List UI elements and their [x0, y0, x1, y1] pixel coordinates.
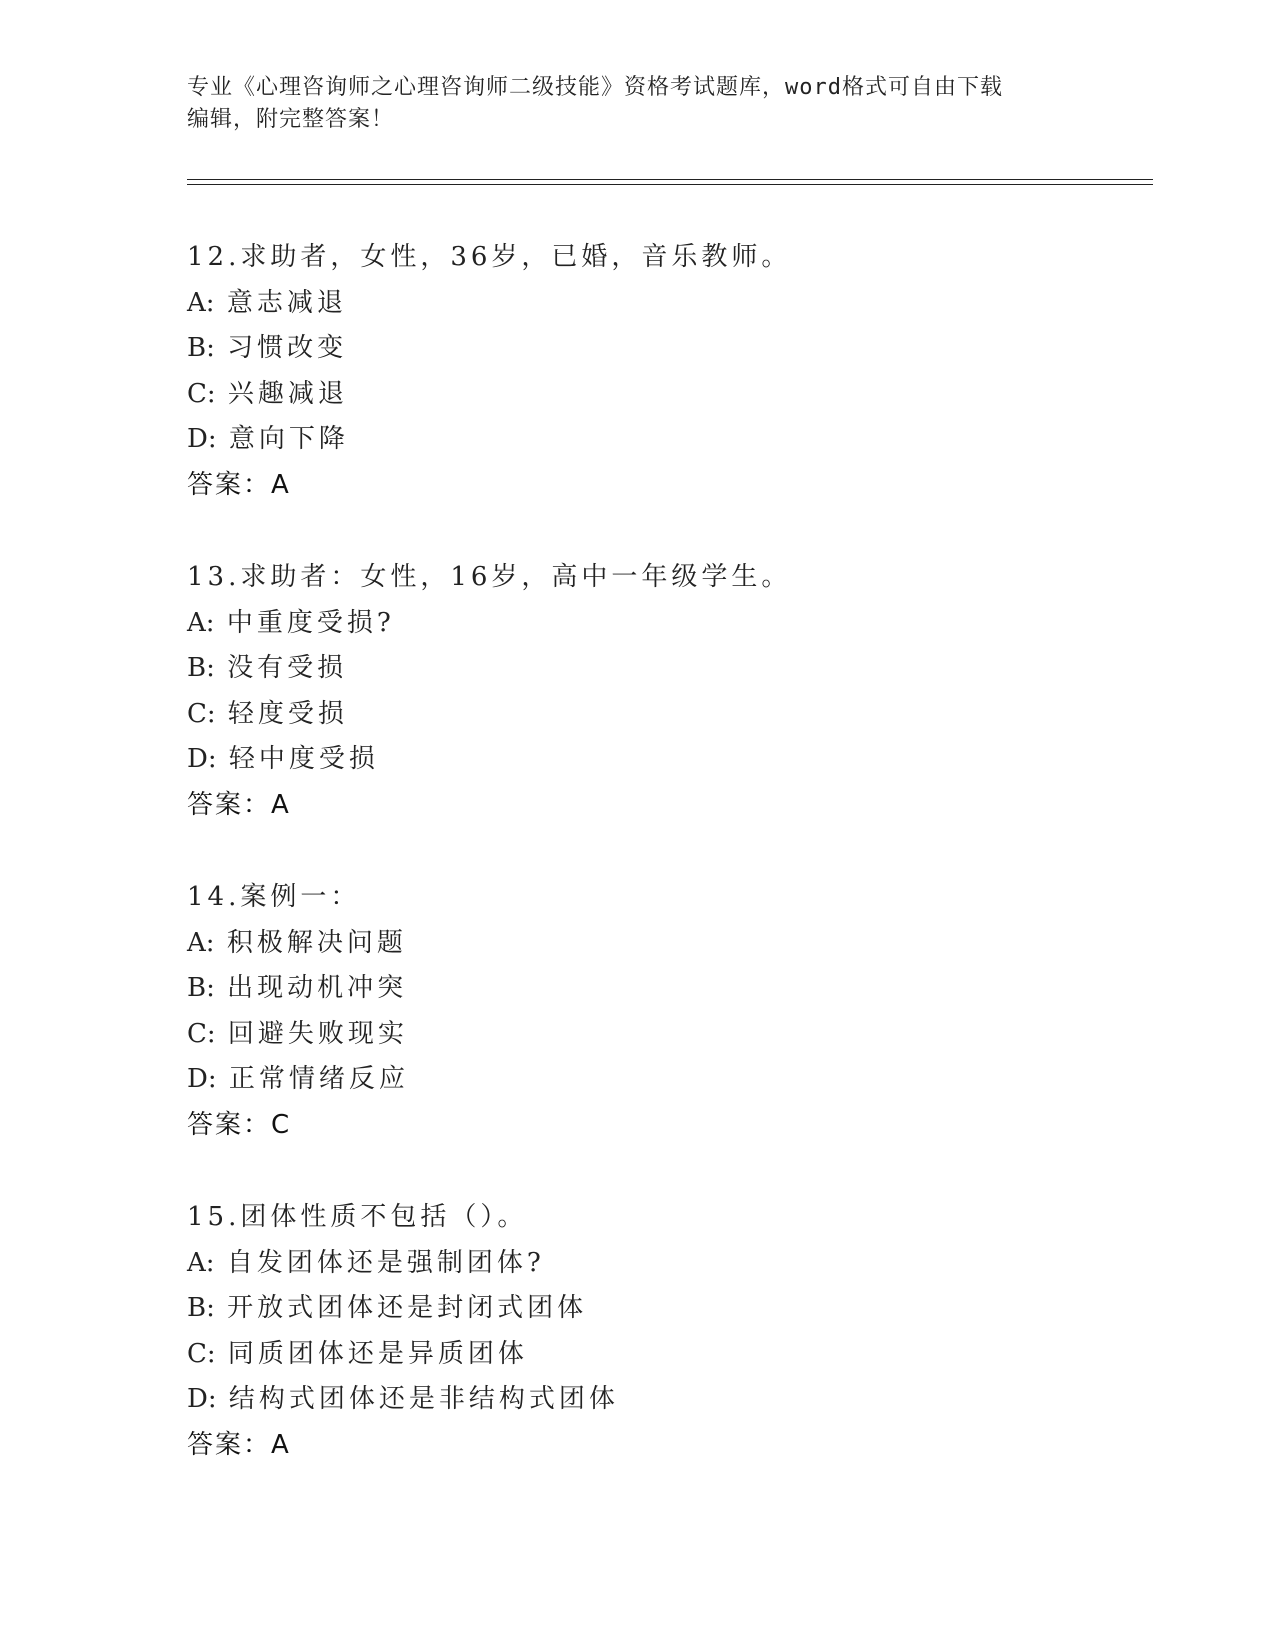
option-a [187, 921, 1147, 967]
option-a [187, 1241, 1147, 1287]
option-letter: C: [187, 378, 216, 409]
question-stem: 15.团体性质不包括（）。 [187, 1202, 528, 1232]
header-rule-top [187, 179, 1153, 180]
option-a [187, 601, 1147, 647]
option-text: 同质团体还是异质团体 [227, 1338, 528, 1369]
option-letter: C: [187, 1018, 216, 1049]
option-letter: A: [187, 927, 215, 958]
option-letter: D: [187, 424, 217, 454]
option-letter: C: [187, 698, 216, 729]
option-c [187, 372, 1147, 418]
option-text: 自发团体还是强制团体? [226, 1247, 545, 1278]
answer-line: 答案：A [187, 469, 291, 500]
option-text: 中重度受损? [226, 607, 395, 638]
header-line-1: 专业《心理咨询师之心理咨询师二级技能》资格考试题库，word格式可自由下载 [187, 75, 1003, 100]
option-b [187, 646, 1147, 692]
option-letter: C: [187, 1338, 216, 1369]
option-text: 回避失败现实 [227, 1018, 408, 1049]
option-letter: D: [187, 1384, 217, 1414]
option-letter: A: [187, 287, 215, 318]
option-text: 开放式团体还是封闭式团体 [227, 1293, 588, 1323]
option-b [187, 326, 1147, 372]
option-letter: D: [187, 1064, 217, 1094]
option-c [187, 1332, 1147, 1378]
header-rule-bottom [187, 184, 1153, 185]
option-text: 出现动机冲突 [227, 973, 408, 1003]
answer-line: 答案：A [187, 789, 291, 820]
question-list [187, 235, 1147, 1515]
option-text: 没有受损 [227, 653, 348, 683]
option-d [187, 417, 1147, 463]
question-13 [187, 555, 1147, 875]
option-c [187, 1012, 1147, 1058]
question-stem: 13.求助者：女性，16岁，高中一年级学生。 [187, 562, 792, 592]
option-text: 轻度受损 [227, 698, 348, 729]
option-letter: B: [187, 653, 215, 683]
option-text: 习惯改变 [227, 333, 348, 363]
option-a [187, 281, 1147, 327]
option-letter: B: [187, 973, 215, 1003]
question-12 [187, 235, 1147, 555]
option-letter: A: [187, 607, 215, 638]
option-text: 意向下降 [228, 424, 349, 454]
option-d [187, 1057, 1147, 1103]
option-text: 结构式团体还是非结构式团体 [228, 1384, 619, 1414]
answer-line: 答案：A [187, 1429, 291, 1460]
option-letter: B: [187, 333, 215, 363]
option-text: 积极解决问题 [226, 927, 407, 958]
option-c [187, 692, 1147, 738]
option-b [187, 966, 1147, 1012]
option-text: 意志减退 [226, 287, 347, 318]
option-letter: A: [187, 1247, 215, 1278]
option-text: 正常情绪反应 [228, 1064, 409, 1094]
header-line-2: 编辑，附完整答案！ [187, 107, 395, 132]
option-letter: D: [187, 744, 217, 774]
answer-line: 答案：C [187, 1109, 292, 1140]
question-stem: 12.求助者，女性，36岁，已婚，音乐教师。 [187, 242, 792, 272]
option-d [187, 737, 1147, 783]
question-stem: 14.案例一： [187, 882, 361, 912]
question-15 [187, 1195, 1147, 1515]
option-text: 兴趣减退 [227, 378, 348, 409]
option-d [187, 1377, 1147, 1423]
document-header [187, 72, 1087, 136]
option-letter: B: [187, 1293, 215, 1323]
question-14 [187, 875, 1147, 1195]
option-text: 轻中度受损 [228, 744, 379, 774]
option-b [187, 1286, 1147, 1332]
